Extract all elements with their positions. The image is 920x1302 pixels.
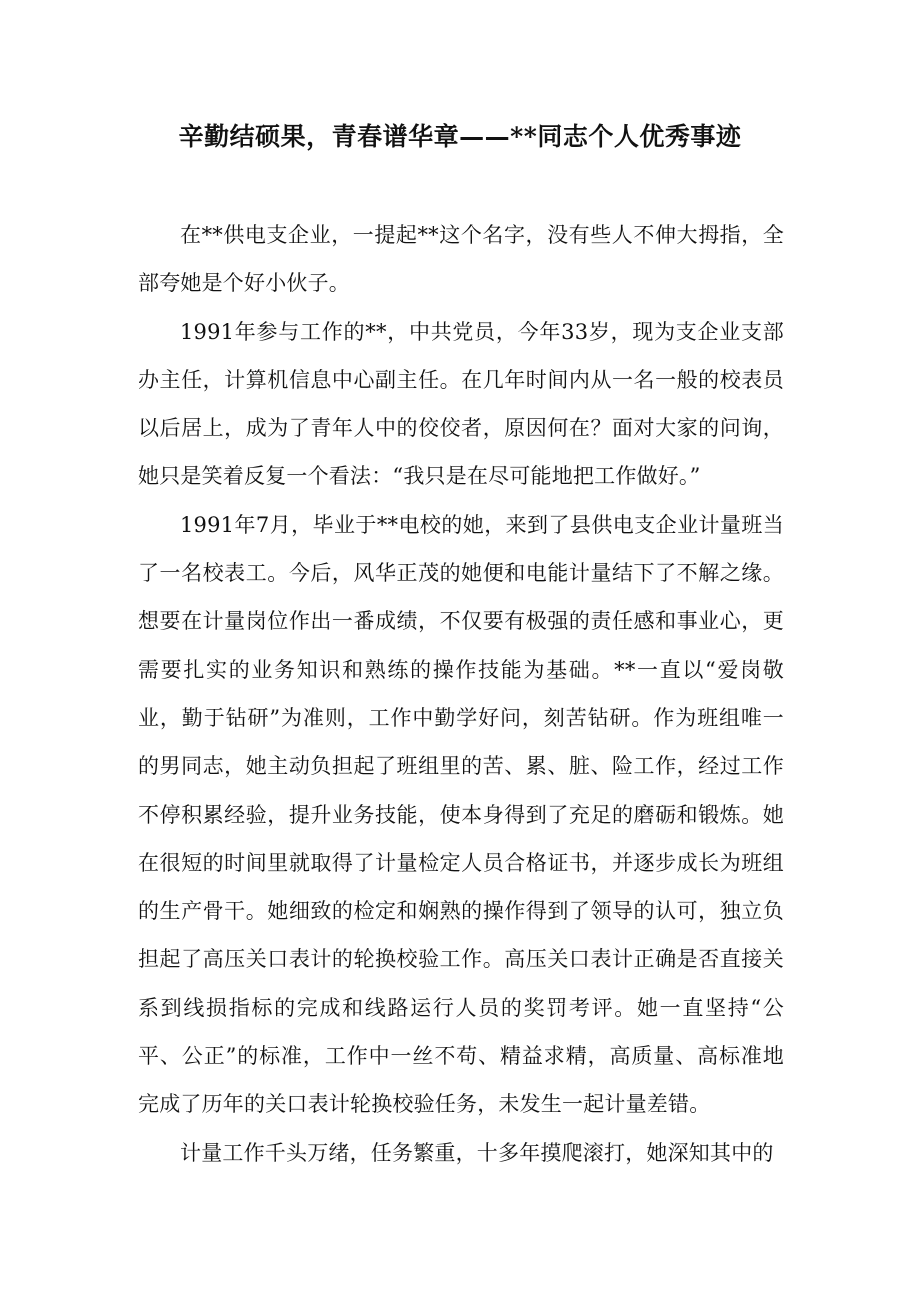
paragraph-background: 1991年参与工作的**，中共党员，今年33岁，现为支企业支部办主任，计算机信息中心副主任。在几年时间内从一名一般的校表员以后居上，成为了青年人中的佼佼者，原因何在？面对大家的问询，她只是笑着反复一个看法：“我只是在尽可能地把工作做好。” [138, 319, 784, 489]
paragraph-career: 1991年7月，毕业于**电校的她，来到了县供电支企业计量班当了一名校表工。今后，风华正茂的她便和电能计量结下了不解之缘。想要在计量岗位作出一番成绩，不仅要有极强的责任感和事业心，更需要扎实的业务知识和熟练的操作技能为基础。**一直以“爱岗敬业，勤于钻研”为准则，工作中勤学好问，刻苦钻研。作为班组唯一的男同志，她主动负担起了班组里的苦、累、脏、险工作，经过工作不停积累经验，提升业务技能，使本身得到了充足的磨砺和锻炼。她在很短的时间里就取得了计量检定人员合格证书，并逐步成长为班组的生产骨干。她细致的检定和娴熟的操作得到了领导的认可，独立负担起了高压关口表计的轮换校验工作。高压关口表计正确是否直接关系到线损指标的完成和线路运行人员的奖罚考评。她一直坚持“公平、公正”的标准，工作中一丝不苟、精益求精，高质量、高标准地完成了历年的关口表计轮换校验任务，未发生一起计量差错。 [138, 512, 784, 1117]
paragraph-intro: 在**供电支企业，一提起**这个名字，没有些人不伸大拇指，全部夸她是个好小伙子。 [138, 223, 784, 296]
document-title: 辛勤结硕果，青春谱华章——**同志个人优秀事迹 [178, 122, 742, 151]
document-body [138, 211, 784, 1177]
paragraph-continuation: 计量工作千头万绪，任务繁重，十多年摸爬滚打，她深知其中的 [180, 1140, 774, 1165]
